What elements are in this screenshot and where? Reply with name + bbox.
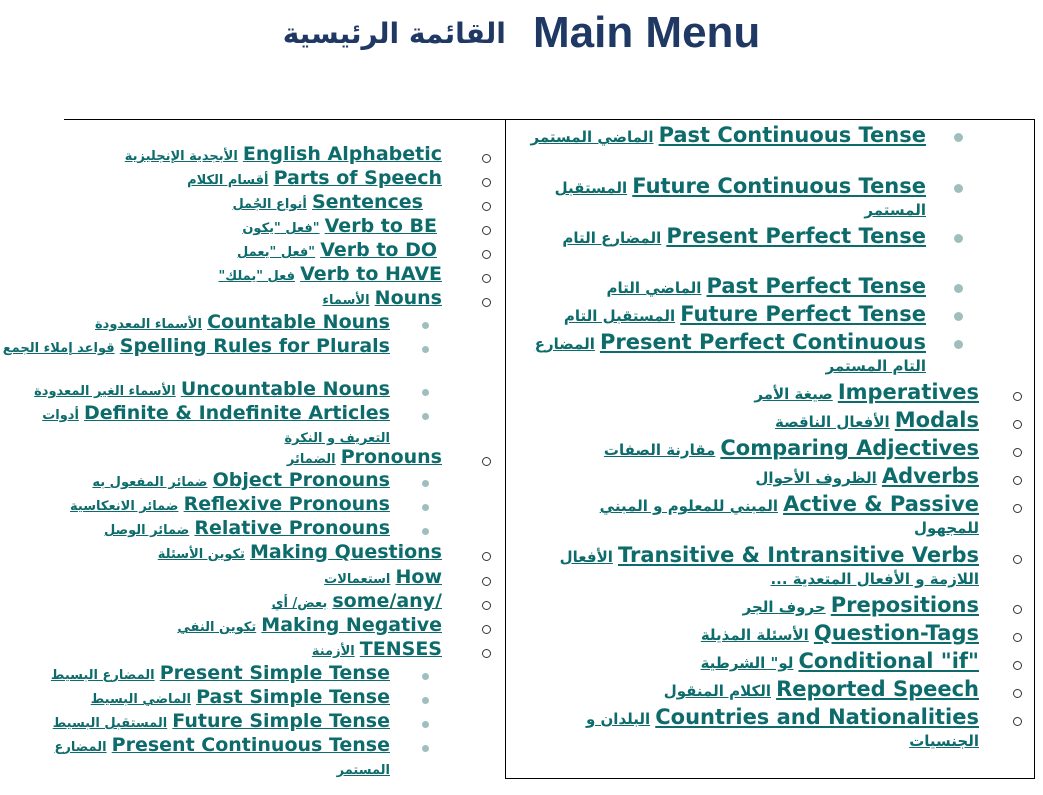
menu-link-english-label: How (395, 566, 442, 588)
menu-link-arabic-label: المضارع التام المستمر (534, 335, 926, 375)
bullet-dot-icon (954, 312, 963, 321)
menu-link-english-label: Spelling Rules for Plurals (119, 335, 390, 357)
page-title (0, 8, 1043, 58)
bullet-circle-icon (1013, 717, 1022, 726)
menu-link-conditional-if[interactable] (539, 651, 979, 674)
menu-link-spelling-rules-for-plurals[interactable] (0, 336, 390, 359)
menu-link-arabic-label: الأسماء المعدودة (95, 317, 203, 332)
menu-link-english-label: Object Pronouns (212, 469, 390, 491)
menu-link-past-perfect-tense[interactable] (516, 276, 926, 299)
menu-link-english-label: Adverbs (881, 464, 979, 488)
menu-link-arabic-label: لو" الشرطية (700, 654, 794, 672)
menu-link-present-perfect-continuous[interactable] (516, 332, 926, 377)
menu-link-imperatives[interactable] (539, 382, 979, 405)
menu-link-arabic-label: صيغة الأمر (754, 385, 833, 403)
menu-link-english-label: Countable Nouns (207, 311, 390, 333)
menu-link-definite-indefinite-articles[interactable] (0, 403, 390, 449)
menu-link-arabic-label: الكلام المنقول (663, 682, 771, 700)
menu-link-present-continuous-tense[interactable] (0, 735, 390, 781)
menu-link-tenses[interactable] (2, 639, 442, 662)
bullet-circle-icon (482, 457, 491, 466)
menu-link-arabic-label: المستقبل التام (563, 307, 676, 325)
menu-link-english-label: Countries and Nationalities (655, 705, 979, 729)
menu-link-english-label: Pronouns (340, 446, 442, 468)
menu-link-arabic-label: المستقبل البسيط (52, 716, 168, 731)
menu-link-arabic-label: الماضي البسيط (90, 692, 191, 707)
menu-link-arabic-label: أقسام الكلام (187, 173, 269, 188)
bullet-circle-icon (482, 154, 491, 163)
bullet-dot-icon (422, 346, 429, 353)
bullet-dot-icon (954, 234, 963, 243)
menu-link-prepositions[interactable] (539, 595, 979, 618)
menu-link-english-label: Question-Tags (813, 621, 979, 645)
menu-link-english-label: Present Perfect Continuous (599, 330, 926, 354)
bullet-circle-icon (1013, 476, 1022, 485)
menu-link-english-label: Transitive & Intransitive Verbs (618, 543, 979, 567)
menu-link-active-passive[interactable] (539, 494, 979, 539)
menu-link-verb-to-do[interactable] (0, 240, 437, 263)
page-title-arabic: القائمة الرئيسية (282, 16, 506, 50)
menu-link-english-label: Making Questions (250, 541, 442, 563)
menu-link-arabic-label: الأسماء (322, 293, 370, 308)
menu-link-verb-to-be[interactable] (0, 216, 437, 239)
menu-link-arabic-label: المضارع البسيط (50, 668, 155, 683)
menu-link-english-label: some/any/ (332, 590, 442, 612)
bullet-dot-icon (422, 697, 429, 704)
menu-link-english-label: Past Simple Tense (196, 686, 390, 708)
menu-link-arabic-label: الماضي المستمر (530, 128, 654, 146)
menu-link-english-label: Prepositions (830, 593, 979, 617)
page-title-english: Main Menu (532, 8, 761, 57)
menu-link-future-perfect-tense[interactable] (516, 304, 926, 327)
bullet-circle-icon (482, 552, 491, 561)
bullet-circle-icon (1013, 448, 1022, 457)
bullet-dot-icon (422, 322, 429, 329)
bullet-circle-icon (482, 178, 491, 187)
menu-link-english-label: Present Continuous Tense (111, 734, 390, 756)
bullet-circle-icon (482, 226, 491, 235)
menu-link-english-label: Verb to DO (320, 239, 437, 261)
menu-link-reflexive-pronouns[interactable] (0, 494, 390, 517)
menu-link-sentences[interactable] (3, 192, 423, 215)
bullet-circle-icon (1013, 504, 1022, 513)
bullet-circle-icon (482, 577, 491, 586)
menu-link-nouns[interactable] (2, 288, 442, 311)
menu-link-english-label: Imperatives (837, 380, 979, 404)
menu-link-arabic-label: الأسماء الغير المعدودة (34, 384, 176, 399)
menu-link-modals[interactable] (539, 410, 979, 433)
bullet-dot-icon (422, 389, 429, 396)
menu-link-present-perfect-tense[interactable] (516, 226, 926, 249)
menu-link-english-label: Reflexive Pronouns (183, 493, 390, 515)
bullet-circle-icon (1013, 392, 1022, 401)
menu-link-arabic-label: استعمالات (324, 572, 391, 587)
menu-link-english-label: Future Perfect Tense (680, 302, 926, 326)
bullet-dot-icon (422, 413, 429, 420)
menu-link-arabic-label: الأسئلة المذيلة (700, 626, 809, 644)
bullet-circle-icon (482, 649, 491, 658)
menu-link-english-label: Modals (894, 408, 979, 432)
bullet-dot-icon (422, 721, 429, 728)
menu-link-english-alphabetic[interactable] (2, 144, 442, 167)
menu-link-making-questions[interactable] (2, 542, 442, 565)
menu-link-arabic-label: المبني للمعلوم و المبني للمجهول (599, 497, 979, 537)
menu-link-parts-of-speech[interactable] (2, 168, 442, 191)
menu-link-reported-speech[interactable] (539, 679, 979, 702)
menu-link-english-label: Comparing Adjectives (720, 436, 979, 460)
menu-link-arabic-label: المضارع المستمر (54, 740, 390, 778)
bullet-dot-icon (422, 504, 429, 511)
menu-link-arabic-label: الماضي التام (606, 279, 702, 297)
menu-link-arabic-label: ضمائر المفعول به (92, 475, 208, 490)
menu-link-arabic-label: "فعل "يعمل (237, 245, 316, 260)
menu-link-english-label: Active & Passive (783, 492, 979, 516)
menu-link-english-label: English Alphabetic (242, 143, 442, 165)
bullet-dot-icon (422, 480, 429, 487)
menu-link-english-label: Past Perfect Tense (706, 274, 926, 298)
bullet-dot-icon (422, 673, 429, 680)
menu-link-english-label: Present Simple Tense (159, 662, 390, 684)
menu-link-english-label: Conditional "if" (798, 649, 979, 673)
menu-link-english-label: Future Continuous Tense (632, 174, 926, 198)
menu-link-arabic-label: تكوين النفي (177, 620, 257, 635)
bullet-dot-icon (422, 745, 429, 752)
bullet-dot-icon (954, 284, 963, 293)
bullet-dot-icon (422, 528, 429, 535)
menu-link-comparing-adjectives[interactable] (539, 438, 979, 461)
menu-link-arabic-label: مقارنة الصفات (603, 441, 716, 459)
menu-link-future-simple-tense[interactable] (0, 711, 390, 734)
menu-link-english-label: Parts of Speech (273, 167, 442, 189)
bullet-dot-icon (954, 184, 963, 193)
bullet-circle-icon (482, 298, 491, 307)
menu-link-relative-pronouns[interactable] (0, 518, 390, 541)
menu-link-past-continuous-tense[interactable] (516, 125, 926, 148)
menu-link-arabic-label: بعض/ أي (271, 596, 328, 611)
menu-link-arabic-label: البلدان و الجنسيات (585, 710, 979, 750)
bullet-circle-icon (1013, 555, 1022, 564)
menu-link-english-label: Verb to BE (324, 215, 437, 237)
menu-link-arabic-label: ضمائر الوصل (103, 523, 190, 538)
menu-link-arabic-label: تكوين الأسئلة (157, 547, 245, 562)
bullet-circle-icon (482, 250, 491, 259)
bullet-circle-icon (482, 601, 491, 610)
bullet-circle-icon (1013, 605, 1022, 614)
menu-link-arabic-label: الأفعال اللازمة و الأفعال المتعدية ... (559, 548, 979, 588)
menu-link-arabic-label: قواعد إملاء الجمع (2, 341, 115, 356)
bullet-circle-icon (1013, 689, 1022, 698)
bullet-dot-icon (954, 133, 963, 142)
menu-link-english-label: Uncountable Nouns (180, 378, 390, 400)
menu-link-english-label: TENSES (359, 638, 442, 660)
menu-link-arabic-label: حروف الجر (742, 598, 826, 616)
menu-link-transitive-intransitive-verbs[interactable] (539, 545, 979, 590)
divider-top-left (64, 119, 506, 120)
bullet-circle-icon (1013, 633, 1022, 642)
menu-link-arabic-label: أنواع الجُمل (232, 197, 307, 212)
bullet-dot-icon (954, 340, 963, 349)
menu-link-uncountable-nouns[interactable] (0, 379, 390, 402)
menu-link-countries-and-nationalities[interactable] (539, 707, 979, 752)
menu-link-arabic-label: "فعل "يكون (242, 221, 320, 236)
menu-link-arabic-label: المضارع التام (562, 229, 662, 247)
menu-link-pronouns[interactable] (2, 447, 442, 470)
menu-link-english-label: Present Perfect Tense (666, 224, 926, 248)
menu-link-how[interactable] (2, 567, 442, 590)
menu-link-arabic-label: الأفعال الناقصة (774, 413, 890, 431)
menu-link-english-label: Future Simple Tense (172, 710, 390, 732)
menu-link-some-any[interactable] (2, 591, 442, 614)
menu-link-english-label: Verb to HAVE (300, 263, 442, 285)
menu-link-arabic-label: الضمائر (286, 452, 336, 467)
menu-link-english-label: Sentences (311, 191, 423, 213)
menu-link-countable-nouns[interactable] (0, 312, 390, 335)
menu-link-arabic-label: الظروف الأحوال (755, 469, 877, 487)
menu-link-adverbs[interactable] (539, 466, 979, 489)
menu-link-english-label: Relative Pronouns (194, 517, 390, 539)
menu-link-english-label: Nouns (374, 287, 442, 309)
menu-link-making-negative[interactable] (2, 615, 442, 638)
menu-link-object-pronouns[interactable] (0, 470, 390, 493)
bullet-circle-icon (482, 274, 491, 283)
menu-link-arabic-label: الأبجدية الإنجليزية (124, 149, 238, 164)
bullet-circle-icon (1013, 661, 1022, 670)
menu-link-question-tags[interactable] (539, 623, 979, 646)
menu-link-english-label: Reported Speech (776, 677, 979, 701)
menu-link-past-simple-tense[interactable] (0, 687, 390, 710)
menu-link-english-label: Past Continuous Tense (658, 123, 926, 147)
menu-link-present-simple-tense[interactable] (0, 663, 390, 686)
menu-link-arabic-label: الأزمنة (311, 644, 355, 659)
menu-link-verb-to-have[interactable] (2, 264, 442, 287)
menu-link-arabic-label: أدوات التعريف و النكرة (42, 408, 390, 446)
menu-link-arabic-label: المستقبل المستمر (554, 179, 926, 219)
bullet-circle-icon (482, 202, 491, 211)
menu-link-english-label: Definite & Indefinite Articles (84, 402, 390, 424)
menu-link-arabic-label: فعل "يملك" (218, 269, 296, 284)
bullet-circle-icon (1013, 420, 1022, 429)
bullet-circle-icon (482, 625, 491, 634)
menu-link-future-continuous-tense[interactable] (516, 176, 926, 221)
menu-link-arabic-label: ضمائر الانعكاسية (70, 499, 179, 514)
menu-link-english-label: Making Negative (261, 614, 442, 636)
